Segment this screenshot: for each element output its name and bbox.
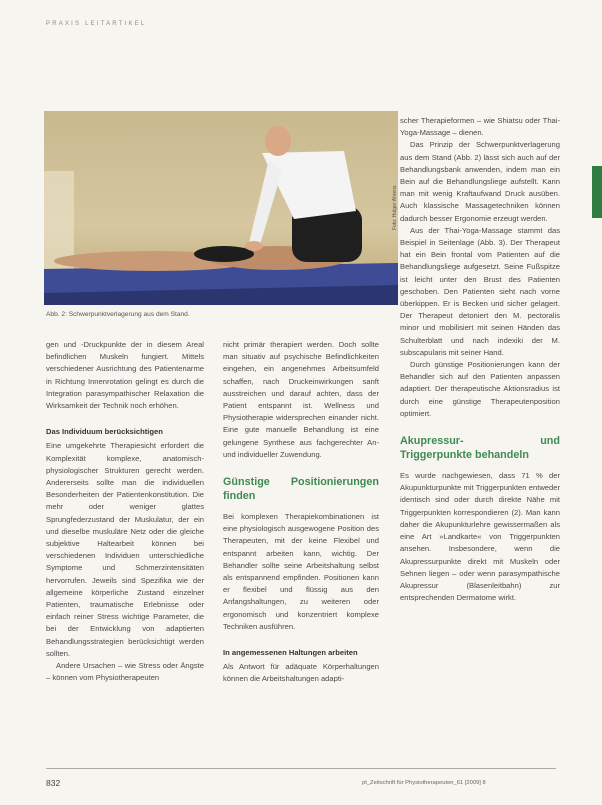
section-heading: Günstige Positionierungen finden <box>223 476 379 503</box>
edge-marker <box>592 166 602 218</box>
page-number: 832 <box>46 778 61 788</box>
figure-caption: Abb. 2: Schwerpunktverlagerung aus dem Stand. <box>46 311 190 318</box>
paragraph: gen und -Druckpunkte der in diesem Areal befindlichen Muskeln fungiert. Mittels verschiedener Ausrichtung des Patientenarme in Richtung Innenrotation gelingt es durch die Integration parasympathischer Relaxation die Wirksamkeit der Technik noch erhöhen. <box>46 340 204 411</box>
running-head: PRAXIS LEITARTIKEL <box>46 21 147 27</box>
column-3 <box>400 115 560 604</box>
section-heading: Akupressur- und Triggerpunkte behandeln <box>400 435 560 462</box>
paragraph: Eine umgekehrte Therapiesicht erfordert die Komplexität komplexe, anatomisch-physiologischer Strukturen gerecht werden. Andererseits sollte man die individuellen Besonderheiten der Patientenkonstitution. Die mehr oder weniger glattes Sprungfederzustand der Muskulatur, der ein und dieselbe muskuläre Netz oder die gleiche subjektive Haltearbeit können bei verschiedenen Individuen unterschiedliche Symptome und Schmerzintensitäten hervorrufen. Jeweils sind Spezifika wie der allgemeine körperliche Zustand einzelner Patienten, traumatische Erlebnisse oder einfach reiner Stress wichtige Parameter, die bei der Entwicklung von adaptierten Behandlungsstrategien berücksichtigt werden sollten. <box>46 441 204 658</box>
footer-divider <box>46 768 556 769</box>
journal-footer: pt_Zeitschrift für Physiotherapeuten_61 [2009] 8 <box>362 780 486 786</box>
paragraph: Es wurde nachgewiesen, dass 71 % der Akupunkturpunkte mit Triggerpunkten entweder identisch sind oder durch direkte Nähe mit Triggerpunkten korrespondieren (2). Man kann daher die Akupunkturlehre gewissermaßen als eine Art »Landkarte« von Triggerpunkten ansehen. Insbesondere, wenn die Akupressurpunkte direkt mit Muskeln oder Sehnen liegen – oder wenn parasympathische Akupressur (Blasenleitbahn) zur entsprechenden Dermatome wirkt. <box>400 471 560 603</box>
paragraph: scher Therapieformen – wie Shiatsu oder Thai-Yoga-Massage – dienen. <box>400 116 560 138</box>
column-1 <box>46 339 204 684</box>
paragraph: Durch günstige Positionierungen kann der Behandler sich auf den Patienten anpassen adaptiert. Der therapeutische Aktionsradius ist durch eine günstige Therapeutenposition optimiert. <box>400 360 560 418</box>
subheading: In angemessenen Haltungen arbeiten <box>223 648 358 658</box>
paragraph: Als Antwort für adäquate Körperhaltungen können die Arbeitshaltungen adapti- <box>223 662 379 684</box>
photo-credit: Foto: Holger Ahrens <box>392 185 398 230</box>
figure-photo <box>44 111 398 305</box>
massage-illustration <box>44 111 398 305</box>
paragraph: nicht primär therapiert werden. Doch sollte man situativ auf psychische Befindlichkeiten eingehen, ein angenehmes Arbeitsumfeld schaffen, nach Druckeinwirkungen sanft ausstreichen und darauf achten, dass der Patient entspannt ist. Wellness und Physiotherapie widersprechen einander nicht. Eine gute manuelle Behandlung ist eine gelungene Synthese aus fachgerechter An- und individueller Zuwendung. <box>223 340 379 459</box>
paragraph: Aus der Thai-Yoga-Massage stammt das Beispiel in Seitenlage (Abb. 3). Der Therapeut hat ein Bein frontal vom Patienten auf die Behandlungsliege aufgesetzt. Seine Fußspitze ist leicht unter den Brust des Patienten geschoben. Den Patienten sieht nach vorne überkippen. Er is Becken und sicher gelagert. Der Therapeut detoniert den M. pectoralis minor und mobilisiert mit seinen Händen das Schulterblatt und nach indexiki der M. subscapularis mit seiner Hand. <box>400 225 560 357</box>
paragraph: Bei komplexen Therapiekombinationen ist eine physiologisch ausgewogene Position des Therapeuten, mit der keine Flexibel und entspannt arbeiten kann, wichtig. Der Behandler sollte seine Arbeitshaltung selbst als entspannend empfinden. Positionen kann er flexibel und flüssig aus den Anfangshaltungen, zu weiteren oder ergonomisch und konzentriert komplexe Techniken ausführen. <box>223 512 379 631</box>
subheading: Das Individuum berücksichtigen <box>46 427 163 437</box>
paragraph: Andere Ursachen – wie Stress oder Ängste – können vom Physiotherapeuten <box>46 661 204 683</box>
paragraph: Das Prinzip der Schwerpunktverlagerung aus dem Stand (Abb. 2) lässt sich auch auf der Behandlungsbank anwenden, indem man ein Bein auf die Behandlungsliege aufstellt. Kann man mit wenig Kraftaufwand Druck ausüben. Auch klassische Massagetechniken können dadurch besser Ergonomie erzeugt werden. <box>400 140 560 223</box>
column-2 <box>223 339 379 686</box>
